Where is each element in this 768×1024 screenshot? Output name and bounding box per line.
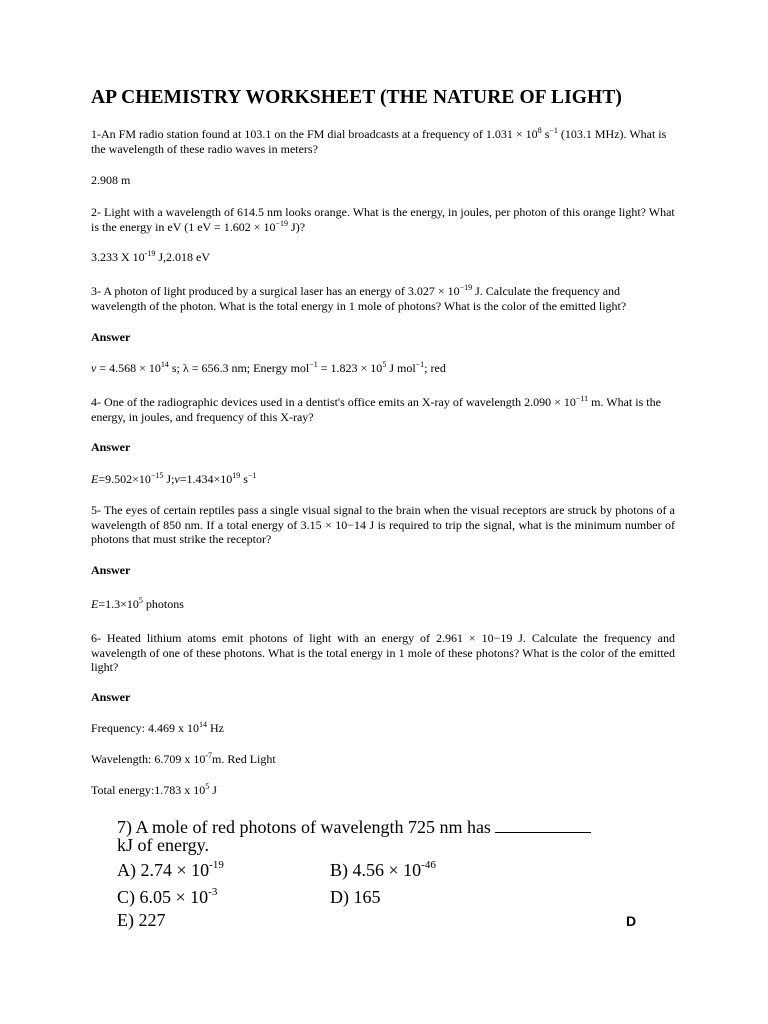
answer-1: 2.908 m [91,173,131,187]
answer-6-wavelength: Wavelength: 6.709 x $10^{-7}m$. Red Light [91,751,276,766]
answer-4: $E=9.502\times 10^{-15}$ $J;v=1.434\times 10^{19}$ $s^{-1}$ [91,471,257,486]
question-4: 4- One of the radiographic devices used in a dentist's office emits an X-ray of wavelength $2.090 \times 10^{-11}$ m. What is the energy, in joules, and frequency of this X-ray? [91,394,661,424]
answer-label-3: Answer [91,330,131,344]
question-6: 6- Heated lithium atoms emit photons of light with an energy of 2.961 × 10−19 J. Calculate the frequency and wavelength of one of these photons. What is the total energy in 1 mole of these photons? What is the color of the emitted light? [91,631,675,674]
answer-label-5: Answer [91,563,131,577]
option-c: C) $6.05 \times 10^{-3}$ [117,886,218,907]
answer-blank [495,818,591,833]
answer-6-total-energy: Total energy:1.783 x $10^5$ J [91,782,217,797]
answer-2: 3.233 X $10^{-19}$ J,2.018 eV [91,249,211,264]
question-7-line-2: kJ of energy. [117,835,209,855]
page-title: AP CHEMISTRY WORKSHEET (THE NATURE OF LIGHT) [91,87,623,108]
question-3: 3- A photon of light produced by a surgical laser has an energy of $3.027 \times 10^{-19}$ J. Calculate the frequency and wavelength of the photon. What is the total energy in 1 mole of photons? What is the color of the emitted light? [91,283,627,313]
question-1: 1-An FM radio station found at 103.1 on the FM dial broadcasts at a frequency of $1.031 \times 10^8$ $s^{-1}$ (103.1 MHz). What is the wavelength of these radio waves in meters? [91,126,667,156]
answer-3: $v = 4.568 \times 10^{14}$ s; λ = 656.3 nm; Energy $mol^{-1} = 1.823 \times 10^5$ J mol$^{-1}$; red [91,360,446,375]
option-a: A) $2.74 \times 10^{-19}$ [117,859,224,880]
answer-5: $E=1.3\times 10^5$ photons [91,596,184,611]
question-7-line-1: 7) A mole of red photons of wavelength 725 nm has [117,816,591,838]
answer-label-6: Answer [91,690,131,704]
question-2: 2- Light with a wavelength of 614.5 nm looks orange. What is the energy, in joules, per photon of this orange light? What is the energy in eV (1 eV = $1.602 \times 10^{-19}$ J)? [91,205,675,234]
answer-label-4: Answer [91,440,131,454]
option-e: E) 227 [117,910,166,930]
option-b: B) $4.56 \times 10^{-46}$ [330,859,436,880]
question-5: 5- The eyes of certain reptiles pass a single visual signal to the brain when the visual receptors are struck by photons of a wavelength of 850 nm. If a total energy of 3.15 × 10−14 J is required to trip the signal, what is the minimum number of photons that must strike the receptor? [91,503,675,546]
selected-answer: D [626,913,637,929]
answer-6-frequency: Frequency: 4.469 x $10^{14}$ Hz [91,720,224,735]
option-d: D) 165 [330,887,381,907]
